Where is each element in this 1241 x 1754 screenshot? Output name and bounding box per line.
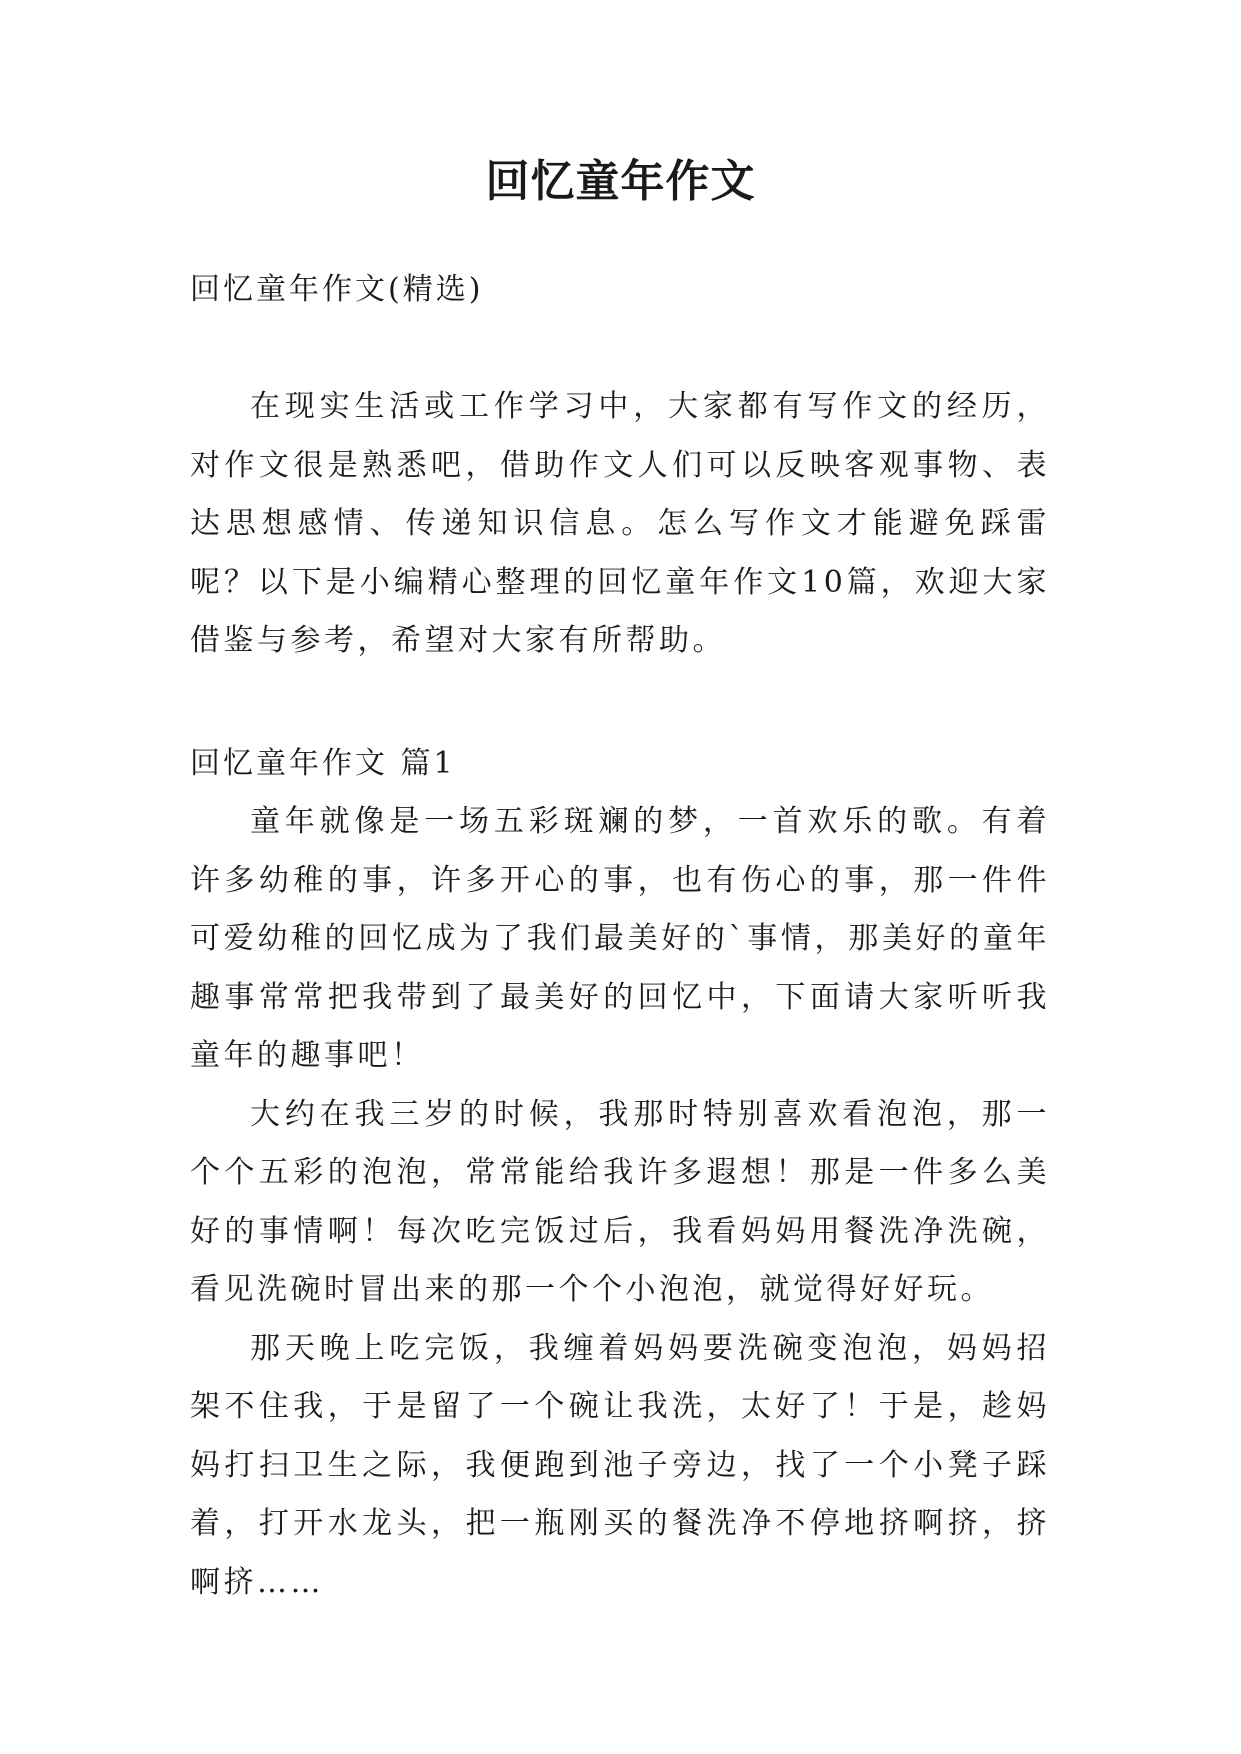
document-subtitle: 回忆童年作文(精选) <box>190 272 484 307</box>
document-title: 回忆童年作文 <box>485 156 756 207</box>
body-paragraph: 大约在我三岁的时候，我那时特别喜欢看泡泡，那一个个五彩的泡泡，常常能给我许多遐想！那是一件多么美好的事情啊！每次吃完饭过后，我看妈妈用餐洗净洗碗，看见洗碗时冒出来的那一个个小泡泡，就觉得好好玩。 <box>190 1096 1050 1307</box>
intro-paragraph: 在现实生活或工作学习中，大家都有写作文的经历，对作文很是熟悉吧，借助作文人们可以反映客观事物、表达思想感情、传递知识信息。怎么写作文才能避免踩雷呢？以下是小编精心整理的回忆童年作文10篇，欢迎大家借鉴与参考，希望对大家有所帮助。 <box>190 389 1050 658</box>
document-body <box>190 268 1050 1612</box>
section-heading: 回忆童年作文 篇1 <box>190 745 456 781</box>
body-paragraph: 那天晚上吃完饭，我缠着妈妈要洗碗变泡泡，妈妈招架不住我，于是留了一个碗让我洗，太好了！于是，趁妈妈打扫卫生之际，我便跑到池子旁边，找了一个小凳子踩着，打开水龙头，把一瓶刚买的餐洗净不停地挤啊挤，挤啊挤…… <box>190 1330 1050 1600</box>
body-paragraph: 童年就像是一场五彩斑斓的梦，一首欢乐的歌。有着许多幼稚的事，许多开心的事，也有伤心的事，那一件件可爱幼稚的回忆成为了我们最美好的`事情，那美好的童年趣事常常把我带到了最美好的回忆中，下面请大家听听我童年的趣事吧！ <box>190 804 1050 1073</box>
